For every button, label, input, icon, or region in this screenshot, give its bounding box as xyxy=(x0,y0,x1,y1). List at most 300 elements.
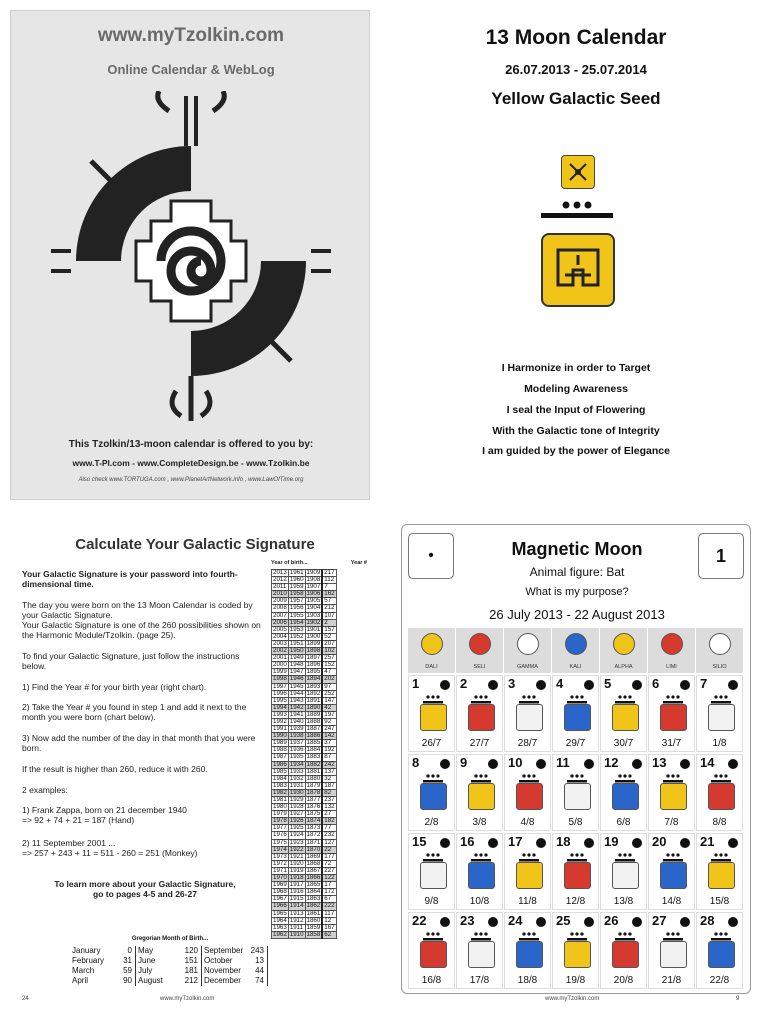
birth-year-cell: 2003 xyxy=(273,639,287,647)
birth-year-cell: 1979 xyxy=(273,810,287,818)
birth-year-cell: 2006 xyxy=(273,618,287,626)
day-number: 10 xyxy=(508,755,523,770)
birth-year-cell: 1896 xyxy=(306,661,321,669)
day-cell[interactable] xyxy=(648,912,695,989)
birth-year-cell: 1956 xyxy=(289,604,304,612)
birth-year-cell: 1911 xyxy=(289,923,304,931)
calendar-dates: 26.07.2013 - 25.07.2014 xyxy=(505,62,647,77)
birth-year-cell: 2004 xyxy=(273,632,287,640)
birth-year-cell: 1935 xyxy=(289,753,304,761)
gregorian-date: 6/8 xyxy=(616,817,631,828)
birth-year-cell: 1910 xyxy=(289,930,304,938)
moon-name: Magnetic Moon xyxy=(511,539,643,559)
year-number-cell: 157 xyxy=(324,625,335,633)
year-number-cell: 42 xyxy=(322,704,336,711)
birth-year-cell: 1908 xyxy=(306,576,321,584)
month-value-cell: 0 xyxy=(116,946,136,956)
birth-year-cell: 1957 xyxy=(289,597,304,605)
year-row xyxy=(272,931,337,938)
birth-year-cell: 1942 xyxy=(289,703,304,711)
day-cell[interactable] xyxy=(504,833,551,910)
solar-seal-icon xyxy=(660,783,687,810)
day-cell[interactable] xyxy=(408,833,455,910)
year-head-label: Year of birth... xyxy=(271,560,308,566)
day-number: 2 xyxy=(460,676,468,691)
signature-p1: The day you were born on the 13 Moon Calendar is coded by your Galactic Signature. xyxy=(22,600,253,620)
birth-year-cell: 1913 xyxy=(289,909,304,917)
birth-year-cell: 1970 xyxy=(273,874,287,882)
footer-url-right[interactable]: www.myTzolkin.com xyxy=(545,996,600,1002)
birth-year-cell: 1936 xyxy=(289,746,304,754)
day-cell[interactable] xyxy=(552,675,599,752)
day-cell[interactable] xyxy=(408,912,455,989)
birth-year-cell: 1986 xyxy=(273,760,287,768)
day-number: 20 xyxy=(652,834,667,849)
birth-year-cell: 1864 xyxy=(306,888,321,896)
day-cell[interactable] xyxy=(456,754,503,831)
example-1b: => 92 + 74 + 21 = 187 (Hand) xyxy=(22,815,135,825)
moon-phase-icon xyxy=(536,680,546,690)
moon-phase-icon xyxy=(536,917,546,927)
moon-phase-icon xyxy=(440,917,450,927)
year-number-cell: 97 xyxy=(322,683,336,690)
solar-seal-icon xyxy=(612,941,639,968)
moon-phase-icon xyxy=(680,838,690,848)
affirmation-line-5: I am guided by the power of Elegance xyxy=(482,445,670,457)
birth-year-cell: 1973 xyxy=(273,852,287,860)
affirmation-line-4: With the Galactic tone of Integrity xyxy=(492,425,660,437)
day-cell[interactable] xyxy=(648,754,695,831)
plasma-label: ALPHA xyxy=(614,664,633,670)
birth-year-cell: 1875 xyxy=(306,810,321,818)
storm-seal-icon xyxy=(541,233,615,307)
day-cell[interactable] xyxy=(504,675,551,752)
birth-year-cell: 1880 xyxy=(306,774,321,782)
birth-year-cell: 1891 xyxy=(306,696,321,704)
site-subtitle: Online Calendar & WebLog xyxy=(107,62,275,77)
birth-year-cell: 1927 xyxy=(289,810,304,818)
day-number: 27 xyxy=(652,913,667,928)
birth-year-cell: 1984 xyxy=(273,774,287,782)
example-1a: 1) Frank Zappa, born on 21 december 1940 xyxy=(22,805,187,815)
year-number-cell: 102 xyxy=(324,647,335,655)
day-number: 18 xyxy=(556,834,571,849)
year-number-cell: 172 xyxy=(324,888,335,896)
gregorian-date: 14/8 xyxy=(661,896,682,907)
birth-year-cell: 1958 xyxy=(289,590,304,598)
year-number-cell: 62 xyxy=(322,931,336,938)
year-number-cell: 22 xyxy=(322,846,336,853)
birth-year-cell: 2013 xyxy=(273,569,287,576)
moon-phase-icon xyxy=(632,917,642,927)
offer-text: This Tzolkin/13-moon calendar is offered to you by: xyxy=(68,439,314,450)
gregorian-date: 7/8 xyxy=(664,817,679,828)
birth-year-cell: 1995 xyxy=(273,696,287,704)
day-number: 12 xyxy=(604,755,619,770)
year-number-cell: 122 xyxy=(324,874,335,882)
birth-year-cell: 1972 xyxy=(273,859,287,867)
year-number-cell: 57 xyxy=(322,598,336,605)
year-number-cell: 227 xyxy=(324,866,335,874)
moon-phase-icon xyxy=(632,759,642,769)
year-number-cell: 242 xyxy=(324,760,335,768)
plasma-limi xyxy=(648,628,696,673)
birth-year-cell: 1903 xyxy=(306,611,321,619)
birth-year-cell: 1976 xyxy=(273,831,287,839)
moon-number: 1 xyxy=(715,546,726,566)
day-number: 4 xyxy=(556,676,564,691)
month-name-cell: November xyxy=(204,966,241,975)
plasma-icon xyxy=(661,633,683,655)
day-number: 9 xyxy=(460,755,468,770)
birth-year-cell: 1920 xyxy=(289,859,304,867)
gregorian-date: 21/8 xyxy=(661,975,682,986)
gregorian-date: 20/8 xyxy=(613,975,634,986)
birth-year-cell: 1983 xyxy=(273,781,287,789)
day-number: 24 xyxy=(508,913,523,928)
birth-year-cell: 1945 xyxy=(289,682,304,690)
moon-phase-icon xyxy=(536,838,546,848)
birth-year-cell: 1955 xyxy=(289,611,304,619)
day-cell[interactable] xyxy=(552,912,599,989)
moon-phase-icon xyxy=(728,917,738,927)
day-number: 1 xyxy=(412,676,420,691)
solar-seal-icon xyxy=(660,862,687,889)
birth-year-cell: 1894 xyxy=(306,675,321,683)
birth-year-cell: 1865 xyxy=(306,881,321,889)
day-cell[interactable] xyxy=(600,754,647,831)
birth-year-cell: 1930 xyxy=(289,788,304,796)
birth-year-cell: 1985 xyxy=(273,767,287,775)
month-name-cell: September xyxy=(204,946,244,955)
day-cell[interactable] xyxy=(600,912,647,989)
birth-year-cell: 1939 xyxy=(289,725,304,733)
birth-year-cell: 1873 xyxy=(306,824,321,832)
day-cell[interactable] xyxy=(408,754,455,831)
gregorian-date: 16/8 xyxy=(421,975,442,986)
birth-year-cell: 1932 xyxy=(289,774,304,782)
signature-p3: To find your Galactic Signature, just follow the instructions below. xyxy=(22,651,240,671)
birth-year-cell: 1938 xyxy=(289,732,304,740)
gregorian-date: 5/8 xyxy=(568,817,583,828)
birth-year-cell: 1960 xyxy=(289,576,304,584)
year-number-cell: 127 xyxy=(324,838,335,846)
gregorian-date: 11/8 xyxy=(518,896,537,907)
day-number: 25 xyxy=(556,913,571,928)
solar-seal-icon xyxy=(468,783,495,810)
month-value-cell: 90 xyxy=(116,976,136,986)
day-number: 28 xyxy=(700,913,715,928)
year-number-cell: 32 xyxy=(322,775,336,782)
birth-year-cell: 1886 xyxy=(306,732,321,740)
birth-year-cell: 1966 xyxy=(273,902,287,910)
year-row xyxy=(272,754,337,761)
day-number: 6 xyxy=(652,676,660,691)
plasma-icon xyxy=(565,633,587,655)
moon-phase-icon xyxy=(440,759,450,769)
day-cell[interactable] xyxy=(504,754,551,831)
gregorian-date: 31/7 xyxy=(661,738,682,749)
month-name-cell: August xyxy=(138,976,163,985)
year-number-cell: 237 xyxy=(324,796,335,803)
year-number-cell: 37 xyxy=(322,740,336,747)
example-2a: 2) 11 September 2001 ... xyxy=(22,838,116,848)
birth-year-cell: 1934 xyxy=(289,760,304,768)
plasma-icon xyxy=(517,633,539,655)
step-4: If the result is higher than 260, reduce it with 260. xyxy=(22,764,208,774)
moon-date-range: 26 July 2013 - 22 August 2013 xyxy=(489,607,665,622)
birth-year-cell: 1998 xyxy=(273,675,287,683)
birth-year-cell: 1931 xyxy=(289,781,304,789)
day-cell[interactable] xyxy=(552,754,599,831)
solar-seal-icon xyxy=(468,941,495,968)
moon-phase-icon xyxy=(728,838,738,848)
day-cell[interactable] xyxy=(456,833,503,910)
birth-year-cell: 1878 xyxy=(306,788,321,796)
gregorian-date: 4/8 xyxy=(520,817,535,828)
sponsor-links[interactable]: www.T-Pl.com - www.CompleteDesign.be - www.Tzolkin.be xyxy=(72,458,310,468)
birth-year-cell: 1867 xyxy=(306,866,321,874)
solar-seal-icon xyxy=(612,862,639,889)
moon-dot: • xyxy=(428,547,434,564)
birth-year-cell: 1922 xyxy=(289,845,304,853)
year-number-cell: 92 xyxy=(322,718,336,725)
birth-year-cell: 1893 xyxy=(306,682,321,690)
solar-seal-icon xyxy=(564,783,591,810)
birth-year-cell: 1996 xyxy=(273,689,287,697)
moon-phase-icon xyxy=(728,680,738,690)
solar-seal-icon xyxy=(660,704,687,731)
year-number-cell: 202 xyxy=(324,675,335,683)
birth-year-cell: 1918 xyxy=(289,874,304,882)
year-number-cell: 142 xyxy=(324,732,335,740)
day-number: 17 xyxy=(508,834,523,849)
solar-seal-icon xyxy=(564,862,591,889)
birth-year-cell: 1868 xyxy=(306,859,321,867)
gregorian-date: 1/8 xyxy=(712,738,727,749)
day-cell[interactable] xyxy=(456,912,503,989)
step-3: 3) Now add the number of the day in that month that you were born. xyxy=(22,733,256,753)
birth-year-cell: 1950 xyxy=(289,647,304,655)
day-cell[interactable] xyxy=(408,675,455,752)
birth-year-cell: 2005 xyxy=(273,625,287,633)
day-number: 5 xyxy=(604,676,612,691)
plasma-label: LIMI xyxy=(666,664,677,670)
moon-phase-icon xyxy=(488,759,498,769)
gregorian-date: 29/7 xyxy=(565,738,586,749)
birth-year-cell: 1949 xyxy=(289,654,304,662)
birth-year-cell: 1925 xyxy=(289,824,304,832)
year-row xyxy=(272,605,337,612)
birth-year-cell: 1917 xyxy=(289,881,304,889)
birth-year-cell: 1905 xyxy=(306,597,321,605)
day-cell[interactable] xyxy=(600,675,647,752)
moon-phase-icon xyxy=(440,838,450,848)
year-number-cell: 252 xyxy=(324,689,335,697)
moon-phase-icon xyxy=(632,838,642,848)
month-value-cell: 181 xyxy=(182,966,202,976)
birth-year-cell: 1860 xyxy=(306,916,321,924)
birth-year-cell: 1933 xyxy=(289,767,304,775)
birth-year-cell: 1858 xyxy=(306,930,321,938)
day-number: 7 xyxy=(700,676,708,691)
birth-year-cell: 2009 xyxy=(273,597,287,605)
birth-year-cell: 1863 xyxy=(306,895,321,903)
day-number: 22 xyxy=(412,913,427,928)
year-number-cell: 82 xyxy=(322,789,336,796)
year-number-cell: 2 xyxy=(322,619,336,626)
birth-year-cell: 1962 xyxy=(273,930,287,938)
footer-url-left[interactable]: www.myTzolkin.com xyxy=(160,996,215,1002)
birth-year-cell: 2010 xyxy=(273,590,287,598)
solar-seal-icon xyxy=(708,941,735,968)
birth-year-cell: 1874 xyxy=(306,817,321,825)
day-cell[interactable] xyxy=(648,675,695,752)
day-number: 11 xyxy=(556,755,570,770)
birth-year-cell: 1902 xyxy=(306,618,321,626)
birth-year-cell: 1885 xyxy=(306,739,321,747)
moon-calendar xyxy=(401,524,751,994)
also-check-links[interactable]: Also check www.TORTUGA.com , www.PlanetArtNetwork.info , www.LawOfTime.org xyxy=(78,477,304,483)
solar-seal-icon xyxy=(516,704,543,731)
month-value-cell: 120 xyxy=(182,946,202,956)
birth-year-cell: 1963 xyxy=(273,923,287,931)
solar-seal-icon xyxy=(468,704,495,731)
gregorian-date: 18/8 xyxy=(517,975,538,986)
solar-seal-icon xyxy=(516,941,543,968)
signature-title: Calculate Your Galactic Signature xyxy=(75,536,315,553)
solar-seal-icon xyxy=(612,704,639,731)
plasma-label: KALI xyxy=(569,664,582,670)
month-table xyxy=(70,946,268,986)
day-number: 26 xyxy=(604,913,619,928)
birth-year-cell: 1990 xyxy=(273,732,287,740)
solar-seal-icon xyxy=(420,783,447,810)
step-1: 1) Find the Year # for your birth year (right chart). xyxy=(22,682,207,692)
cover-panel xyxy=(10,10,370,500)
birth-year-cell: 1975 xyxy=(273,838,287,846)
birth-year-cell: 1919 xyxy=(289,866,304,874)
birth-year-cell: 1883 xyxy=(306,753,321,761)
moon-phase-icon xyxy=(488,838,498,848)
page-number-right: 9 xyxy=(736,996,740,1002)
month-row xyxy=(70,956,268,966)
month-name-cell: July xyxy=(138,966,153,975)
animal-figure: Animal figure: Bat xyxy=(529,565,625,579)
year-row xyxy=(272,903,337,910)
birth-year-cell: 1952 xyxy=(289,632,304,640)
birth-year-cell: 1859 xyxy=(306,923,321,931)
month-row xyxy=(70,976,268,986)
month-name-cell: January xyxy=(72,946,101,955)
month-name-cell: March xyxy=(72,966,95,975)
solar-seal-icon xyxy=(660,941,687,968)
birth-year-cell: 1988 xyxy=(273,746,287,754)
plasma-gamma xyxy=(504,628,552,673)
moon-phase-icon xyxy=(584,917,594,927)
birth-year-cell: 1953 xyxy=(289,625,304,633)
moon-phase-icon xyxy=(440,680,450,690)
birth-year-cell: 1876 xyxy=(306,803,321,811)
birth-year-cell: 1916 xyxy=(289,888,304,896)
birth-year-cell: 1969 xyxy=(273,881,287,889)
month-value-cell: 74 xyxy=(248,976,268,986)
year-number-cell: 207 xyxy=(324,639,335,647)
plasma-icon xyxy=(709,633,731,655)
birth-year-cell: 1978 xyxy=(273,817,287,825)
plasma-seli xyxy=(456,628,504,673)
seed-seal-icon xyxy=(561,155,595,189)
year-number-cell: 187 xyxy=(324,781,335,789)
birth-year-cell: 1946 xyxy=(289,675,304,683)
birth-year-cell: 1907 xyxy=(306,583,321,591)
year-table-header xyxy=(271,560,367,566)
year-number-cell: 137 xyxy=(324,767,335,775)
moon-phase-icon xyxy=(680,680,690,690)
moon-phase-icon xyxy=(584,838,594,848)
moon-phase-icon xyxy=(632,680,642,690)
day-number: 8 xyxy=(412,755,420,770)
year-number-cell: 232 xyxy=(324,831,335,839)
day-cell[interactable] xyxy=(696,754,743,831)
month-value-cell: 212 xyxy=(182,976,202,986)
birth-year-cell: 1981 xyxy=(273,796,287,803)
birth-year-cell: 1862 xyxy=(306,902,321,910)
gregorian-date: 12/8 xyxy=(565,896,586,907)
day-cell[interactable] xyxy=(696,675,743,752)
gregorian-date: 30/7 xyxy=(613,738,634,749)
year-number-cell: 47 xyxy=(322,669,336,676)
birth-year-cell: 1989 xyxy=(273,739,287,747)
moon-phase-icon xyxy=(536,759,546,769)
gregorian-date: 3/8 xyxy=(472,817,487,828)
day-cell[interactable] xyxy=(552,833,599,910)
birth-year-cell: 1991 xyxy=(273,725,287,733)
day-cell[interactable] xyxy=(456,675,503,752)
day-cell[interactable] xyxy=(600,833,647,910)
solar-seal-icon xyxy=(516,862,543,889)
birth-year-cell: 1869 xyxy=(306,852,321,860)
birth-year-cell: 1887 xyxy=(306,725,321,733)
site-title: www.myTzolkin.com xyxy=(97,25,285,46)
solar-seal-icon xyxy=(468,862,495,889)
gregorian-date: 28/7 xyxy=(517,738,538,749)
day-cell[interactable] xyxy=(696,833,743,910)
day-cell[interactable] xyxy=(648,833,695,910)
solar-seal-icon xyxy=(708,704,735,731)
birth-year-cell: 1941 xyxy=(289,710,304,718)
month-name-cell: June xyxy=(138,956,156,965)
birth-year-cell: 1889 xyxy=(306,710,321,718)
examples-heading: 2 examples: xyxy=(22,785,68,795)
solar-seal-icon xyxy=(420,704,447,731)
gregorian-date: 15/8 xyxy=(709,896,730,907)
month-value-cell: 243 xyxy=(248,946,268,956)
gregorian-date: 17/8 xyxy=(469,975,490,986)
month-name-cell: October xyxy=(204,956,233,965)
birth-year-cell: 1906 xyxy=(306,590,321,598)
step-2: 2) Take the Year # you found in step 1 and add it next to the month you were born (chart below). xyxy=(22,702,247,722)
birth-year-cell: 1912 xyxy=(289,916,304,924)
moon-question: What is my purpose? xyxy=(525,586,629,598)
day-cell[interactable] xyxy=(504,912,551,989)
year-number-cell: 247 xyxy=(324,725,335,733)
month-value-cell: 151 xyxy=(182,956,202,966)
day-cell[interactable] xyxy=(696,912,743,989)
birth-year-cell: 1937 xyxy=(289,739,304,747)
hunab-ku-logo xyxy=(51,91,331,421)
example-2b: => 257 + 243 + 11 = 511 - 260 = 251 (Monkey) xyxy=(22,848,198,858)
